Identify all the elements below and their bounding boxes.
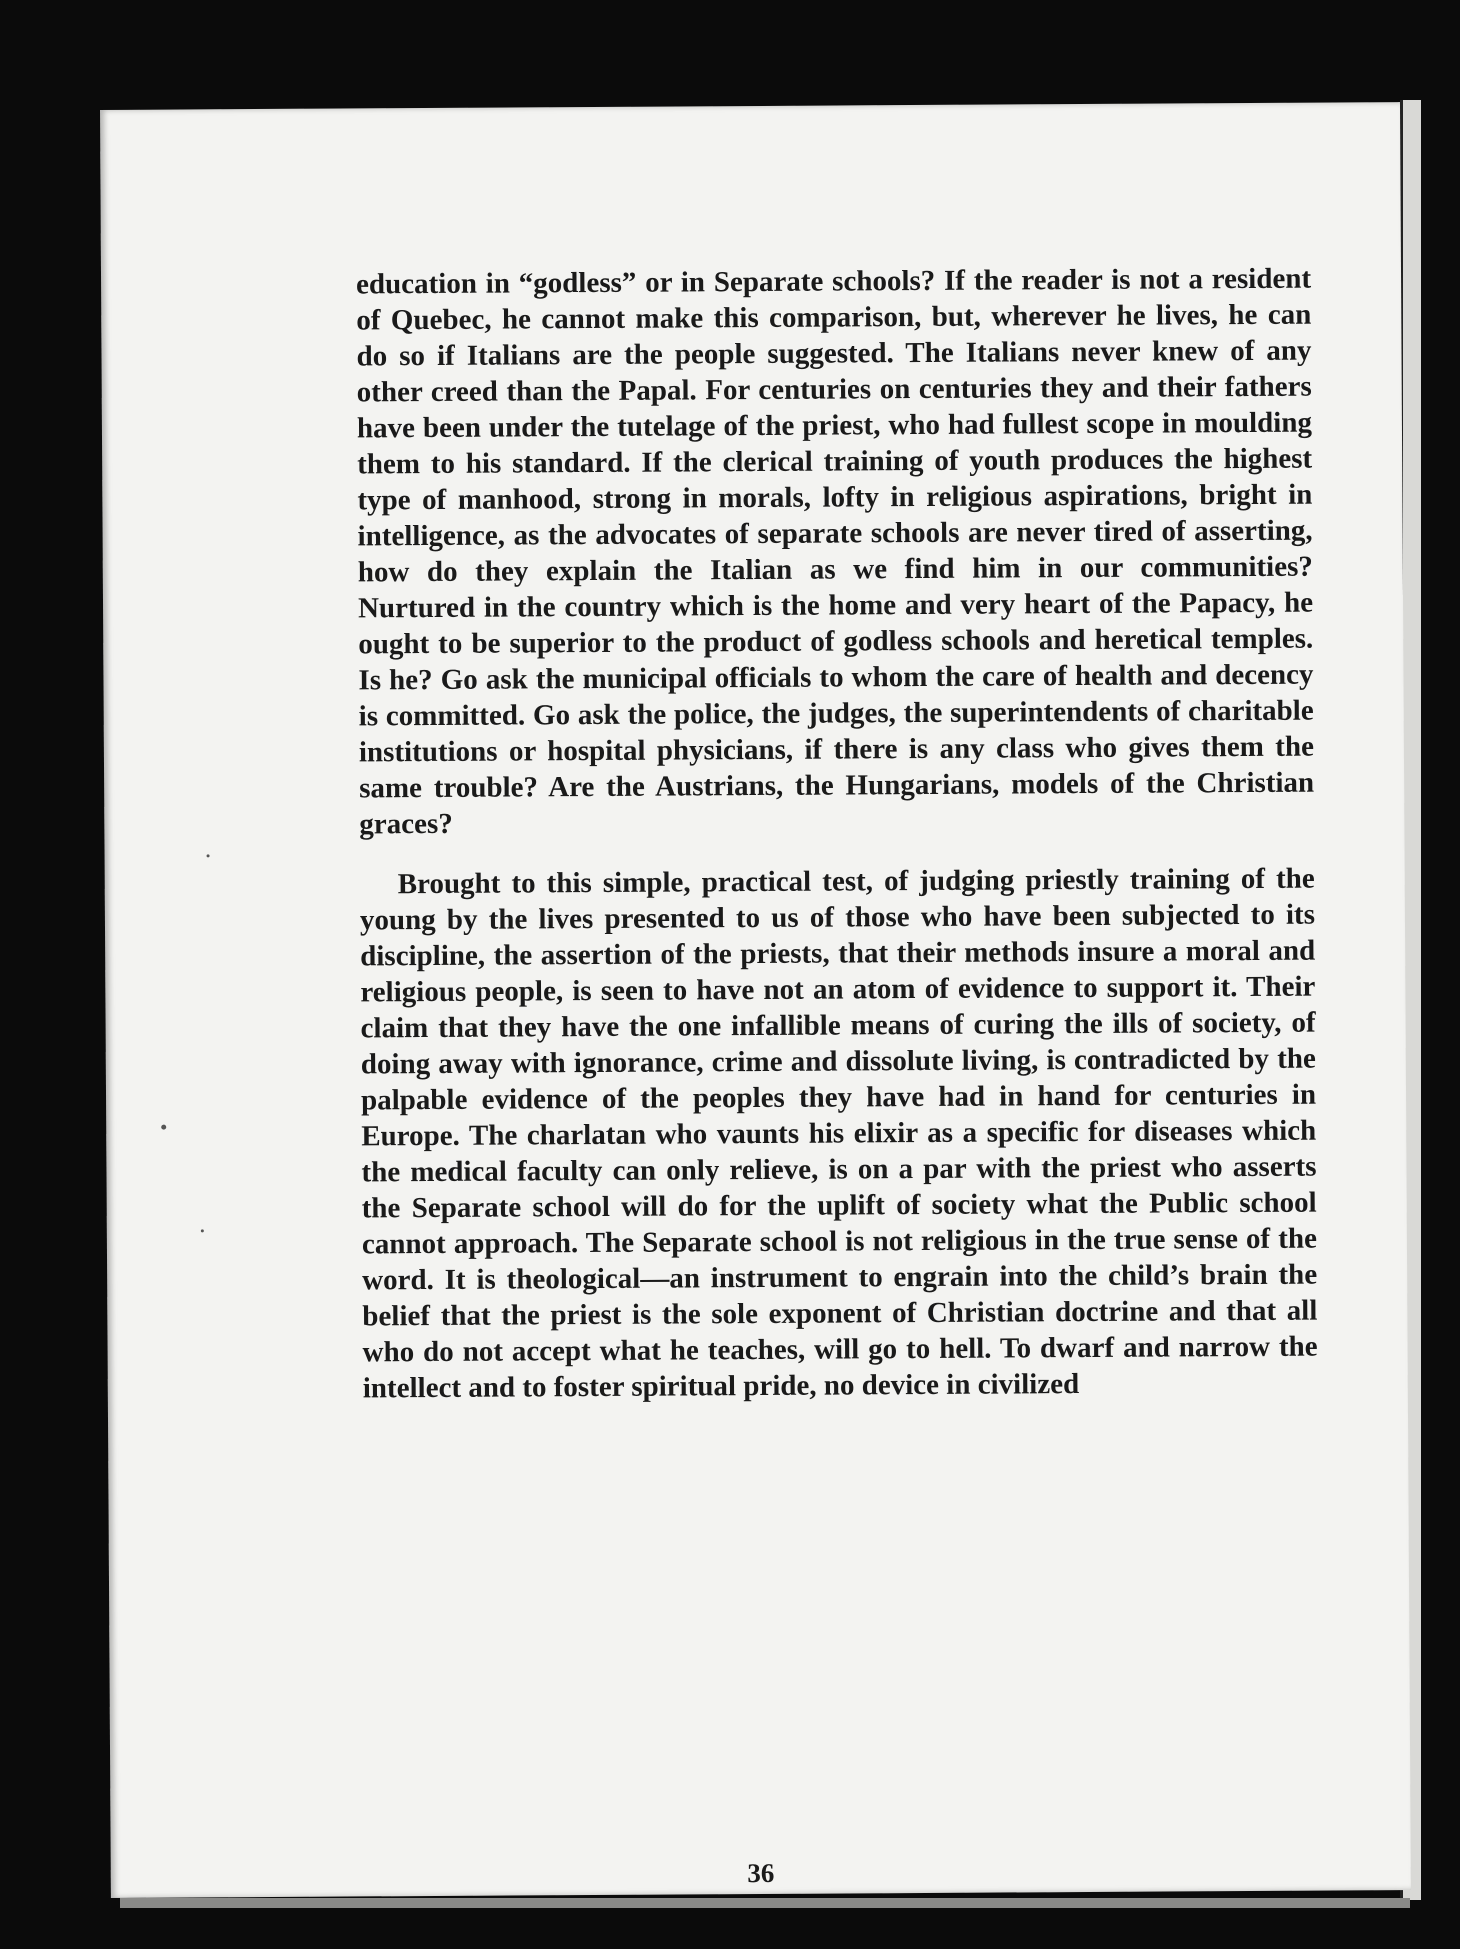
paragraph-1: education in “godless” or in Separate schools? If the reader is not a resident of Quebec, he cannot make this comparison, but, wherever he lives, he can do so if Italians are the people suggested. The Italians never knew of any other creed than the Papal. For centuries on centuries they and their fathers have been under the tutelage of the priest, who had fullest scope in moulding them to his standard. If the clerical training of youth produces the highest type of manhood, strong in morals, lofty in religious aspirations, bright in intelligence, as the advocates of separate schools are never tired of asserting, how do they explain the Italian as we find him in our communities? Nurtured in the country which is the home and very heart of the Papacy, he ought to be superior to the product of godless schools and heretical temples. Is he? Go ask the municipal officials to whom the care of health and decency is committed. Go ask the police, the judges, the superintendents of charitable institutions or hospital physicians, if there is any class who gives them the same trouble? Are the Austrians, the Hungarians, models of the Christian graces? <box>355 262 1315 841</box>
page-edge-bottom <box>120 1898 1410 1908</box>
page-number: 36 <box>747 1857 775 1889</box>
book-page <box>100 102 1411 1898</box>
scan-speck <box>201 1229 204 1232</box>
body-text <box>356 261 1318 1407</box>
scan-speck <box>207 854 210 857</box>
paragraph-2: Brought to this simple, practical test, of judging priestly training of the young by the lives presented to us of those who have been subjected to its discipline, the assertion of the priests, that their methods insure a moral and religious people, is seen to have not an atom of evidence to support it. Their claim that they have the one infallible means of curing the ills of society, of doing away with ignorance, crime and dissolute living, is contradicted by the palpable evidence of the peoples they have had in hand for centuries in Europe. The charlatan who vaunts his elixir as a specific for diseases which the medical faculty can only relieve, is on a par with the priest who asserts the Separate school will do for the uplift of society what the Public school cannot approach. The Separate school is not religious in the true sense of the word. It is theological—an instrument to engrain into the child’s brain the belief that the priest is the sole exponent of Christian doctrine and that all who do not accept what he teaches, will go to hell. To dwarf and narrow the intellect and to foster spiritual pride, no device in civilized <box>359 862 1318 1405</box>
scan-speck <box>161 1125 166 1130</box>
